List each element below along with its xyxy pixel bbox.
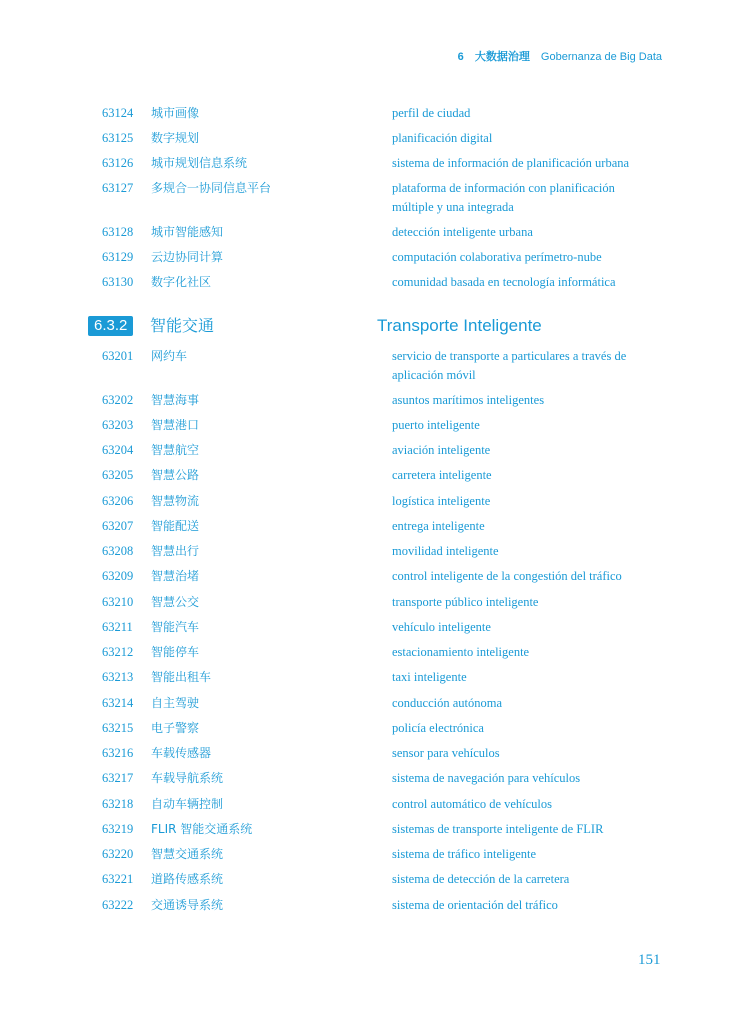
entry-code: 63210 [102,595,134,609]
entry-term-zh: 智慧航空 [151,443,200,457]
entry-term-es: detección inteligente urbana [392,225,533,239]
entry-term-es: control automático de vehículos [392,797,553,811]
entry-term-es: comunidad basada en tecnología informática [392,275,616,289]
entry-term-zh: 车载传感器 [151,746,212,760]
entry-code: 63202 [102,393,134,407]
entry-term-zh: 云边协同计算 [151,250,224,264]
entry-term-zh: 智慧港口 [151,418,200,432]
entry-term-es: sistema de tráfico inteligente [392,847,537,861]
entry-code: 63212 [102,645,134,659]
running-header [458,48,662,64]
entry-term-es: sistema de orientación del tráfico [392,898,558,912]
entry-term-es: computación colaborativa perímetro-nube [392,250,602,264]
entry-code: 63222 [102,898,134,912]
entry-term-es: entrega inteligente [392,519,485,533]
entry-code: 63129 [102,250,134,264]
entry-code: 63219 [102,822,134,836]
chapter-number: 6 [457,51,464,63]
entry-term-zh: 网约车 [151,349,188,363]
entry-term-zh: 自动车辆控制 [151,797,224,811]
entry-code: 63213 [102,670,134,684]
entry-code: 63214 [102,696,134,710]
entry-term-es: puerto inteligente [392,418,480,432]
entry-term-zh: 智能出租车 [151,670,212,684]
entry-term-es: logística inteligente [392,494,491,508]
entry-term-zh: 智能配送 [151,519,200,533]
entry-code: 63220 [102,847,134,861]
entry-term-zh: 道路传感系统 [151,872,224,886]
entry-term-zh: 智慧物流 [151,494,200,508]
entry-term-zh: 数字化社区 [151,275,212,289]
entry-term-zh: 城市规划信息系统 [151,156,248,170]
entry-code: 63221 [102,872,134,886]
entry-term-es: perfil de ciudad [392,106,471,120]
entry-term-zh: 多规合一协同信息平台 [151,181,272,195]
entry-code: 63217 [102,771,134,785]
entry-term-es: movilidad inteligente [392,544,499,558]
entry-term-es: aviación inteligente [392,443,491,457]
entry-code: 63201 [102,349,134,363]
entry-term-es: sistema de información de planificación urbana [392,156,630,170]
entry-code: 63126 [102,156,134,170]
entry-code: 63125 [102,131,134,145]
entry-term-es: asuntos marítimos inteligentes [392,393,545,407]
entry-code: 63205 [102,468,134,482]
entry-term-zh: 智慧公路 [151,468,200,482]
entry-term-zh: FLIR 智能交通系统 [151,822,253,836]
entry-term-zh: 自主驾驶 [151,696,200,710]
entry-term-zh: 智慧治堵 [151,569,200,583]
entry-code: 63124 [102,106,134,120]
section-title-zh: 智能交通 [150,316,215,335]
entry-code: 63130 [102,275,134,289]
page-number: 151 [638,952,661,968]
entry-code: 63211 [102,620,133,634]
entry-term-es: taxi inteligente [392,670,467,684]
entry-term-zh: 数字规划 [151,131,200,145]
entry-code: 63208 [102,544,134,558]
entry-term-es: sistemas de transporte inteligente de FLIR [392,822,604,836]
entry-code: 63204 [102,443,134,457]
entry-term-es: servicio de transporte a particulares a través de aplicación móvil [392,349,627,382]
entry-term-zh: 智能停车 [151,645,200,659]
entry-code: 63215 [102,721,134,735]
section-number-badge: 6.3.2 [88,316,133,336]
entry-term-zh: 智慧出行 [151,544,200,558]
chapter-title-zh: 大数据治理 [474,51,530,63]
entry-term-es: conducción autónoma [392,696,503,710]
entry-term-zh: 智慧公交 [151,595,200,609]
entry-term-es: vehículo inteligente [392,620,491,634]
entry-code: 63209 [102,569,134,583]
section-heading [0,314,750,338]
entry-term-es: transporte público inteligente [392,595,539,609]
entry-code: 63218 [102,797,134,811]
entry-term-es: planificación digital [392,131,493,145]
entry-code: 63128 [102,225,134,239]
entry-term-zh: 电子警察 [151,721,200,735]
entry-term-es: sistema de detección de la carretera [392,872,570,886]
entry-code: 63206 [102,494,134,508]
entry-term-es: sensor para vehículos [392,746,500,760]
entry-term-zh: 智能汽车 [151,620,200,634]
entry-term-zh: 交通诱导系统 [151,898,224,912]
entry-code: 63203 [102,418,134,432]
entry-term-es: policía electrónica [392,721,484,735]
entry-term-zh: 城市画像 [151,106,200,120]
entry-term-es: plataforma de información con planificación múltiple y una integrada [392,181,615,214]
entry-term-zh: 车载导航系统 [151,771,224,785]
entry-term-es: carretera inteligente [392,468,492,482]
chapter-title-es: Gobernanza de Big Data [540,51,662,63]
entry-code: 63207 [102,519,134,533]
entry-term-zh: 城市智能感知 [151,225,224,239]
entry-term-es: control inteligente de la congestión del tráfico [392,569,622,583]
entry-term-zh: 智慧交通系统 [151,847,224,861]
section-title-es: Transporte Inteligente [377,316,542,335]
entry-term-zh: 智慧海事 [151,393,200,407]
entry-code: 63216 [102,746,134,760]
entry-term-es: sistema de navegación para vehículos [392,771,581,785]
entry-term-es: estacionamiento inteligente [392,645,530,659]
entry-code: 63127 [102,181,134,195]
